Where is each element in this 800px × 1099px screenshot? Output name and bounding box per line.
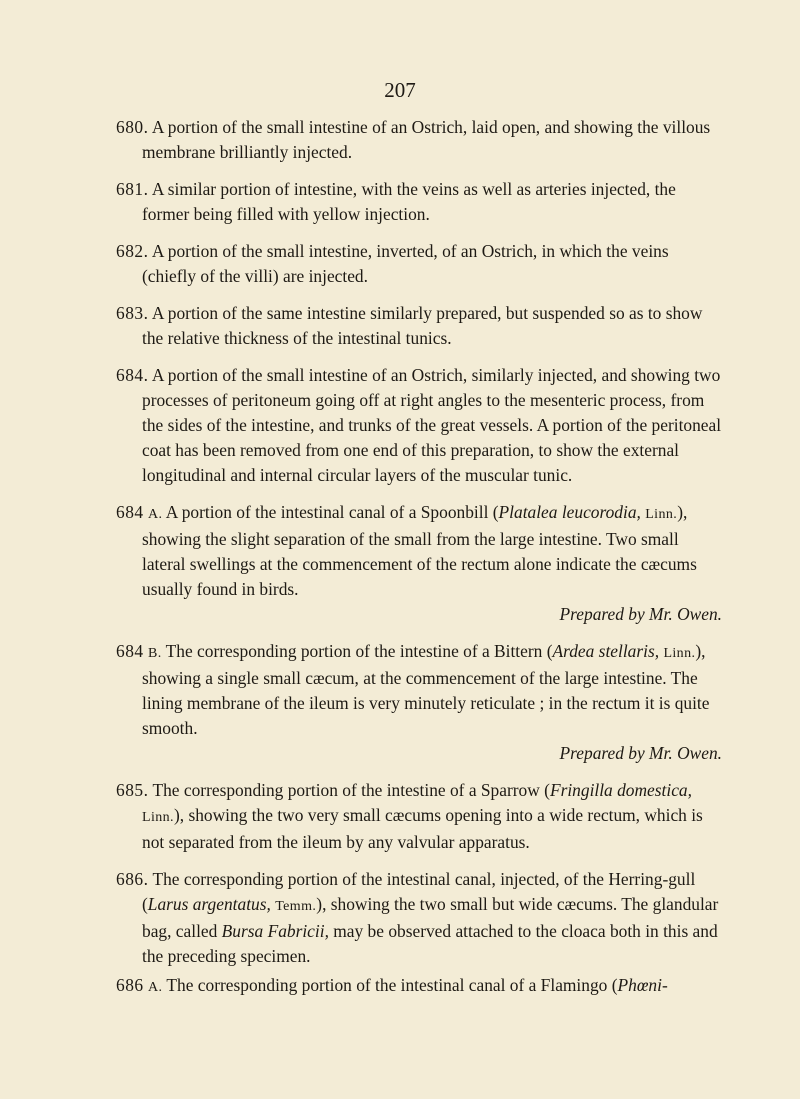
entry-number: 684 <box>116 641 144 661</box>
species-authority: Linn. <box>663 646 696 661</box>
species-authority: Temm. <box>275 899 317 914</box>
entry-text-before: The corresponding portion of the intestinal canal of a Flamingo ( <box>166 975 618 995</box>
entry-text-before: The corresponding portion of the intestine of a Bittern ( <box>165 641 553 661</box>
entry-text: A portion of the small intestine of an Ostrich, similarly injected, and showing two processes of peritoneum going off at right angles to the mesenteric process, from the sides of the intestine, and trunks of the great vessels. A portion of the peritoneal coat has been removed from one end of this preparation, to show the external longitudinal and internal circular layers of the muscular tunic. <box>142 365 722 485</box>
entry-684 <box>116 363 722 488</box>
entry-686 <box>116 867 722 969</box>
entry-683 <box>116 301 722 351</box>
entry-text: A portion of the small intestine of an Ostrich, laid open, and showing the villous membrane brilliantly injected. <box>142 117 711 162</box>
entry-text-mid: ), showing the two small but wide cæcums. The glandular bag, called <box>142 894 719 941</box>
species-authority: Linn. <box>142 810 174 825</box>
species-name: Ardea stellaris, <box>552 641 660 661</box>
entry-text-after: ), showing a single small cæcum, at the commencement of the large intestine. The lining membrane of the ileum is very minutely reticulate ; in the rectum it is quite smooth. <box>142 641 710 738</box>
entry-number: 686. <box>116 869 149 889</box>
entry-suffix: B. <box>147 646 162 661</box>
entry-682 <box>116 239 722 289</box>
entry-text: A similar portion of intestine, with the veins as well as arteries injected, the former being filled with yellow injection. <box>142 179 676 224</box>
entry-number: 682. <box>116 241 149 261</box>
entry-text: A portion of the same intestine similarly prepared, but suspended so as to show the relative thickness of the intestinal tunics. <box>142 303 703 348</box>
entry-685 <box>116 778 722 855</box>
entry-text-after: ), showing the two very small cæcums opening into a wide rectum, which is not separated from the ileum by any valvular apparatus. <box>142 805 703 852</box>
entry-681 <box>116 177 722 227</box>
entry-684b <box>116 639 722 766</box>
entry-number: 685. <box>116 780 149 800</box>
entry-text: A portion of the small intestine, inverted, of an Ostrich, in which the veins (chiefly of the villi) are injected. <box>142 241 669 286</box>
anatomy-term: Bursa Fabricii, <box>221 921 329 941</box>
catalogue-entries <box>116 115 722 1012</box>
entry-number: 684 <box>116 502 144 522</box>
entry-number: 684. <box>116 365 149 385</box>
entry-number: 686 <box>116 975 144 995</box>
entry-number: 680. <box>116 117 149 137</box>
preparer-credit: Prepared by Mr. Owen. <box>559 743 722 763</box>
species-name: Larus argentatus, <box>147 894 271 914</box>
entry-suffix: A. <box>147 980 163 995</box>
entry-number: 683. <box>116 303 149 323</box>
species-name: Phœni- <box>617 975 668 995</box>
species-name: Platalea leucorodia, <box>498 502 641 522</box>
entry-text-before: The corresponding portion of the intestine of a Sparrow ( <box>152 780 550 800</box>
entry-text-before: The corresponding portion of the intestinal canal, injected, of the Herring-gull ( <box>142 869 696 914</box>
entry-number: 681. <box>116 179 149 199</box>
entry-text-after: ), showing the slight separation of the small from the large intestine. Two small lateral swellings at the commencement of the rectum alone indicate the cæcums usually found in birds. <box>142 502 697 599</box>
entry-text-after: may be observed attached to the cloaca both in this and the preceding specimen. <box>142 921 718 966</box>
entry-686a <box>116 973 722 1000</box>
page-number: 207 <box>384 78 416 102</box>
species-name: Fringilla domestica, <box>549 780 692 800</box>
species-authority: Linn. <box>645 507 678 522</box>
entry-suffix: A. <box>147 507 163 522</box>
entry-text-before: A portion of the intestinal canal of a Spoonbill ( <box>165 502 499 522</box>
preparer-credit: Prepared by Mr. Owen. <box>559 604 722 624</box>
entry-684a <box>116 500 722 627</box>
entry-680 <box>116 115 722 165</box>
